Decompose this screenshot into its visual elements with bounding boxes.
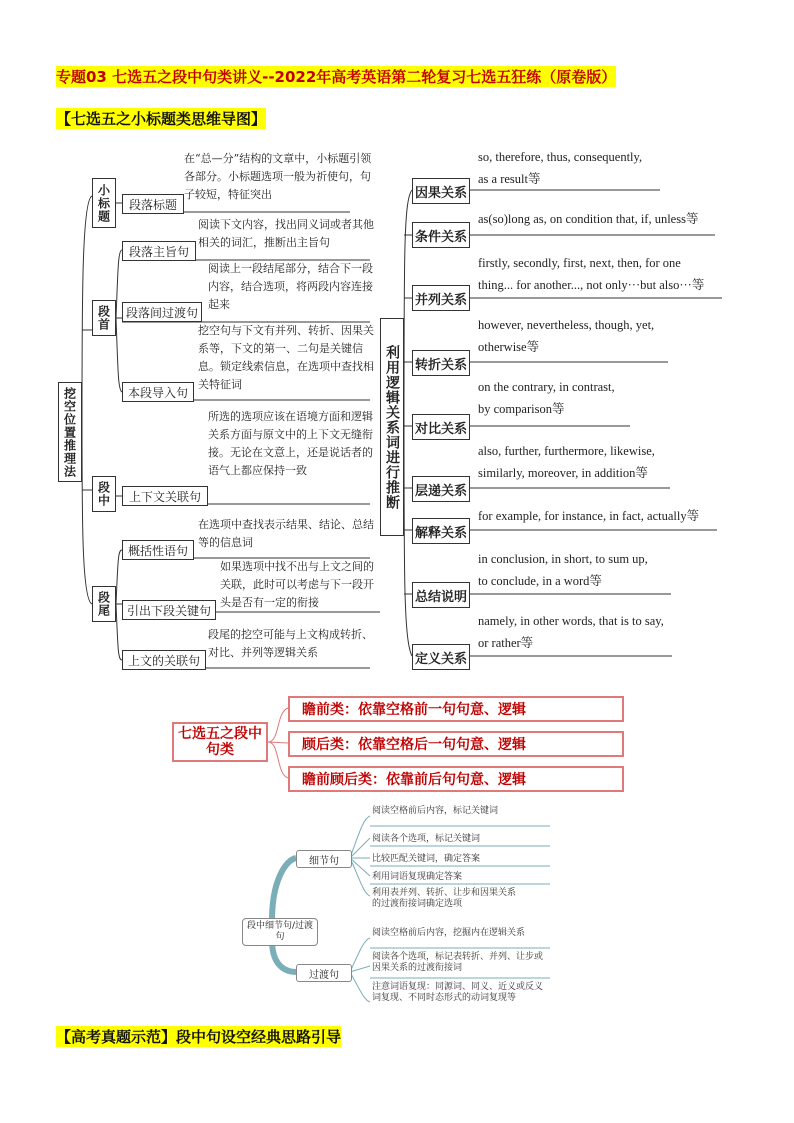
group-para-end: 段尾 (92, 586, 116, 622)
relation-label: 层递关系 (412, 476, 470, 502)
category-look-both: 瞻前顾后类：依靠前后句句意、逻辑 (288, 766, 624, 792)
relation-words-line1: however, nevertheless, though, yet, (478, 318, 655, 332)
left-root-box: 挖空位置推理法 (58, 382, 82, 482)
mindmap-detail-item: 利用表并列、转折、让步和因果关系的过渡衔接词确定选项 (372, 888, 517, 909)
note-summary: 在选项中查找表示结果、结论、总结等的信息词 (198, 518, 374, 549)
relation-words-line2: by comparison等 (478, 402, 565, 416)
relation-label: 对比关系 (412, 414, 470, 440)
page-title: 专题03 七选五之段中句类讲义--2022年高考英语第二轮复习七选五狂练（原卷版） (56, 68, 617, 86)
relation-words-line2: to conclude, in a word等 (478, 574, 602, 588)
item-paragraph-transition: 段落间过渡句 (122, 302, 202, 322)
relation-words-line2: similarly, moreover, in addition等 (478, 466, 648, 480)
relation-label: 转折关系 (412, 350, 470, 376)
note-lead-next: 如果选项中找不出与上文之间的关联，此时可以考虑与下一段开头是否有一定的衔接 (220, 560, 374, 609)
item-lead-next-paragraph: 引出下段关键句 (122, 600, 216, 620)
relation-label: 因果关系 (412, 178, 470, 204)
section-heading-mindmap: 【七选五之小标题类思维导图】 (56, 110, 267, 128)
item-summary-sentence: 概括性语句 (122, 540, 194, 560)
relation-words-line1: firstly, secondly, first, next, then, for one (478, 256, 681, 270)
relation-label: 总结说明 (412, 582, 470, 608)
logic-root-box: 利用逻辑关系词进行推断 (380, 318, 404, 536)
relation-label: 解释关系 (412, 518, 470, 544)
relation-words-line2: thing... for another..., not only···but also···等 (478, 278, 705, 292)
mindmap-detail-item: 利用词语复现确定答案 (372, 872, 463, 882)
category-root: 七选五之段中句类 (172, 722, 268, 762)
relation-words-line2: or rather等 (478, 636, 534, 650)
note-main-idea: 阅读下文内容，找出同义词或者其他相关的词汇，推断出主旨句 (198, 218, 374, 249)
relation-words-line1: namely, in other words, that is to say, (478, 614, 664, 628)
relation-words-line1: as(so)long as, on condition that, if, unless等 (478, 212, 699, 226)
mindmap-detail-item: 阅读各个选项，标记关键词 (372, 834, 481, 844)
mindmap-transition-item: 注意词语复现：同源词、同义、近义或反义词复现、不同时态形式的动词复现等 (372, 982, 544, 1003)
item-prior-link: 上文的关联句 (122, 650, 206, 670)
item-paragraph-title: 段落标题 (122, 194, 184, 214)
group-small-title: 小标题 (92, 178, 116, 228)
category-look-after: 顾后类：依靠空格后一句句意、逻辑 (288, 731, 624, 757)
relation-words-line1: on the contrary, in contrast, (478, 380, 615, 394)
mindmap-branch-transition: 过渡句 (296, 964, 352, 982)
relation-words-line2: as a result等 (478, 172, 541, 186)
relation-label: 并列关系 (412, 285, 470, 311)
category-look-before: 瞻前类：依靠空格前一句句意、逻辑 (288, 696, 624, 722)
item-paragraph-intro: 本段导入句 (122, 382, 194, 402)
note-transition: 阅读上一段结尾部分，结合下一段内容，结合选项，将两段内容连接起来 (208, 262, 373, 311)
mindmap-center: 段中细节句/过渡句 (242, 918, 318, 946)
group-para-first: 段首 (92, 300, 116, 336)
relation-words-line1: also, further, furthermore, likewise, (478, 444, 655, 458)
mindmap-branch-detail: 细节句 (296, 850, 352, 868)
section-heading-examples: 【高考真题示范】段中句设空经典思路引导 (56, 1028, 342, 1046)
relation-label: 条件关系 (412, 222, 470, 248)
item-context-link: 上下文关联句 (122, 486, 208, 506)
group-para-mid: 段中 (92, 476, 116, 512)
note-intro: 挖空句与下文有并列、转折、因果关系等，下文的第一、二句是关键信息。锁定线索信息，在选项中查找相关特征词 (198, 324, 374, 391)
relation-words-line1: so, therefore, thus, consequently, (478, 150, 643, 164)
mindmap-transition-item: 阅读各个选项，标记表转折、并列、让步或因果关系的过渡衔接词 (372, 952, 544, 973)
note-context: 所选的选项应该在语境方面和逻辑关系方面与原文中的上下文无缝衔接。无论在文意上，还是说话者的语气上都应保持一致 (208, 410, 373, 477)
relation-label: 定义关系 (412, 644, 470, 670)
note-prior-link: 段尾的挖空可能与上文构成转折、对比、并列等逻辑关系 (208, 628, 373, 659)
relation-words-line1: in conclusion, in short, to sum up, (478, 552, 648, 566)
relation-words-line2: otherwise等 (478, 340, 540, 354)
mindmap-detail-item: 阅读空格前后内容，标记关键词 (372, 806, 499, 816)
item-paragraph-main-idea: 段落主旨句 (122, 241, 196, 261)
mindmap-detail-item: 比较匹配关键词，确定答案 (372, 854, 481, 864)
relation-words-line1: for example, for instance, in fact, actually等 (478, 509, 700, 523)
mindmap-transition-item: 阅读空格前后内容，挖掘内在逻辑关系 (372, 928, 526, 938)
note-small-title: 在“总—分”结构的文章中，小标题引领各部分。小标题选项一般为祈使句，句子较短，特征突出 (184, 152, 372, 201)
